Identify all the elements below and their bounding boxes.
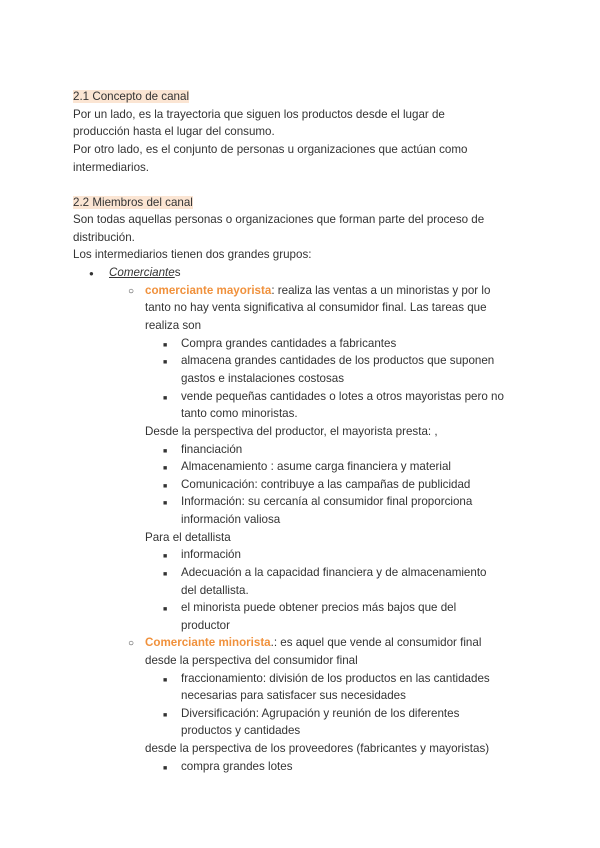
- list-item-continuation: necesarias para satisfacer sus necesidades: [181, 689, 406, 702]
- paragraph-line: Para el detallista: [145, 531, 231, 544]
- list-item: Comunicación: contribuye a las campañas de publicidad: [181, 478, 471, 491]
- paragraph-line: Por un lado, es la trayectoria que siguen los productos desde el lugar de: [73, 108, 445, 121]
- paragraph-line: tanto no hay venta significativa al consumidor final. Las tareas que: [145, 301, 487, 314]
- paragraph-line: intermediarios.: [73, 161, 150, 174]
- list-item: Almacenamiento : asume carga financiera y material: [181, 460, 452, 473]
- square-bullet-icon: [163, 758, 167, 778]
- list-item-continuation: gastos e instalaciones costosas: [181, 372, 345, 385]
- paragraph-line: realiza son: [145, 319, 202, 332]
- square-bullet-icon: [163, 493, 167, 513]
- paragraph-line: Son todas aquellas personas o organizaciones que forman parte del proceso de: [73, 213, 485, 226]
- list-item: fraccionamiento: división de los productos en las cantidades: [181, 672, 490, 685]
- square-bullet-icon: [163, 388, 167, 408]
- list-item: vende pequeñas cantidades o lotes a otros mayoristas pero no: [181, 390, 504, 403]
- circle-bullet-icon: [128, 634, 134, 653]
- square-bullet-icon: [163, 546, 167, 566]
- circle-bullet-icon: [128, 282, 134, 301]
- list-item: Diversificación: Agrupación y reunión de los diferentes: [181, 707, 460, 720]
- square-bullet-icon: [163, 599, 167, 619]
- list-item: información: [181, 548, 241, 561]
- list-item: compra grandes lotes: [181, 760, 293, 773]
- paragraph-line: producción hasta el lugar del consumo.: [73, 125, 275, 138]
- paragraph-line: desde la perspectiva de los proveedores (fabricantes y mayoristas): [145, 742, 490, 755]
- section-heading-concepto: 2.1 Concepto de canal: [73, 90, 190, 103]
- list-item: Compra grandes cantidades a fabricantes: [181, 337, 397, 350]
- list-item: almacena grandes cantidades de los productos que suponen: [181, 354, 495, 367]
- square-bullet-icon: [163, 670, 167, 690]
- list-item-continuation: del detallista.: [181, 584, 249, 597]
- list-item-comerciantes: Comerciantes: [109, 266, 181, 279]
- paragraph-line: desde la perspectiva del consumidor final: [145, 654, 358, 667]
- square-bullet-icon: [163, 352, 167, 372]
- list-item: financiación: [181, 443, 243, 456]
- list-item-minorista: Comerciante minorista.: es aquel que vende al consumidor final: [145, 636, 482, 649]
- list-item-mayorista: comerciante mayorista: realiza las ventas a un minoristas y por lo: [145, 284, 491, 297]
- list-item-continuation: tanto como minoristas.: [181, 407, 298, 420]
- list-item: el minorista puede obtener precios más bajos que del: [181, 601, 457, 614]
- square-bullet-icon: [163, 564, 167, 584]
- section-heading-miembros: 2.2 Miembros del canal: [73, 196, 193, 209]
- list-item-continuation: información valiosa: [181, 513, 281, 526]
- square-bullet-icon: [163, 458, 167, 478]
- disc-bullet-icon: [89, 264, 94, 283]
- list-item: Adecuación a la capacidad financiera y de almacenamiento: [181, 566, 487, 579]
- paragraph-line: distribución.: [73, 231, 135, 244]
- square-bullet-icon: [163, 705, 167, 725]
- paragraph-line: Por otro lado, es el conjunto de personas u organizaciones que actúan como: [73, 143, 468, 156]
- paragraph-line: Desde la perspectiva del productor, el mayorista presta: ,: [145, 425, 438, 438]
- list-item: Información: su cercanía al consumidor final proporciona: [181, 495, 473, 508]
- list-item-continuation: productos y cantidades: [181, 724, 301, 737]
- paragraph-line: Los intermediarios tienen dos grandes grupos:: [73, 248, 312, 261]
- list-item-continuation: productor: [181, 619, 230, 632]
